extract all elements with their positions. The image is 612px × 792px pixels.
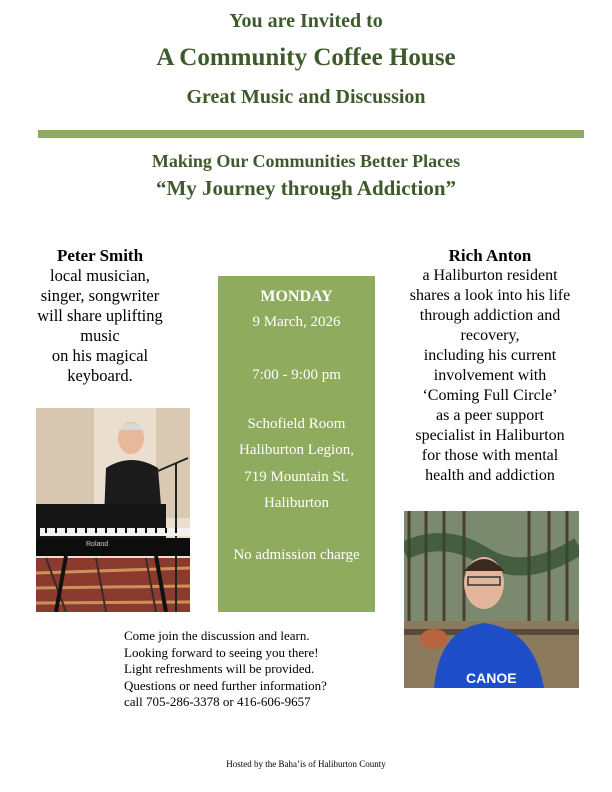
speaker-line: specialist in Haliburton [415,427,565,444]
host-credit: Hosted by the Baha’is of Haliburton County [226,759,386,769]
info-line: Questions or need further information? [124,677,327,693]
invitation-details [124,628,424,711]
talk-title: “My Journey through Addiction” [155,176,457,200]
venue-line: Schofield Room [247,416,346,432]
musician-name: Peter Smith [56,246,144,265]
musician-line: music [80,326,120,345]
speaker-info [392,246,588,486]
divider-bar [38,130,584,138]
info-line: Light refreshments will be provided. [124,661,315,676]
event-tagline: Great Music and Discussion [186,86,426,108]
speaker-line: for those with mental [421,447,559,464]
musician-line: keyboard. [67,366,133,385]
speaker-line: shares a look into his life [409,287,571,304]
musician-line: will share uplifting [37,306,163,325]
speaker-line: involvement with [433,367,547,384]
event-time: 7:00 - 9:00 pm [252,367,341,383]
speaker-line: recovery, [460,327,520,344]
speaker-line: ‘Coming Full Circle’ [422,387,558,404]
speaker-line: including his current [423,347,557,364]
event-day: MONDAY [260,288,333,305]
invite-heading: You are Invited to [229,10,383,32]
shirt-logo-text: CANOE [466,670,517,686]
speaker-line: through addiction and [419,307,561,324]
speaker-name: Rich Anton [448,246,532,265]
info-line: Looking forward to seeing you there! [124,644,319,660]
speaker-line: a Haliburton resident [422,267,558,284]
admission-note: No admission charge [233,547,360,563]
speaker-line: as a peer support [436,407,544,424]
theme-line: Making Our Communities Better Places [151,151,461,171]
speaker-line: health and addiction [425,467,555,484]
speaker-photo [404,511,579,688]
contact-phone: call 705-286-3378 or 416-606-9657 [124,694,311,709]
musician-photo [36,408,190,612]
venue-line: 719 Mountain St. [244,469,349,485]
venue-line: Haliburton Legion, [239,442,354,458]
event-details-box [218,276,375,612]
event-title: A Community Coffee House [156,44,456,71]
musician-line: local musician, [50,266,150,285]
keyboard-brand-label: Roland [86,541,109,548]
musician-line: singer, songwriter [40,286,160,305]
musician-info [14,246,186,386]
info-line: Come join the discussion and learn. [124,628,310,643]
musician-line: on his magical [51,346,149,365]
venue-line: Haliburton [264,495,329,511]
event-date: 9 March, 2026 [252,314,341,330]
